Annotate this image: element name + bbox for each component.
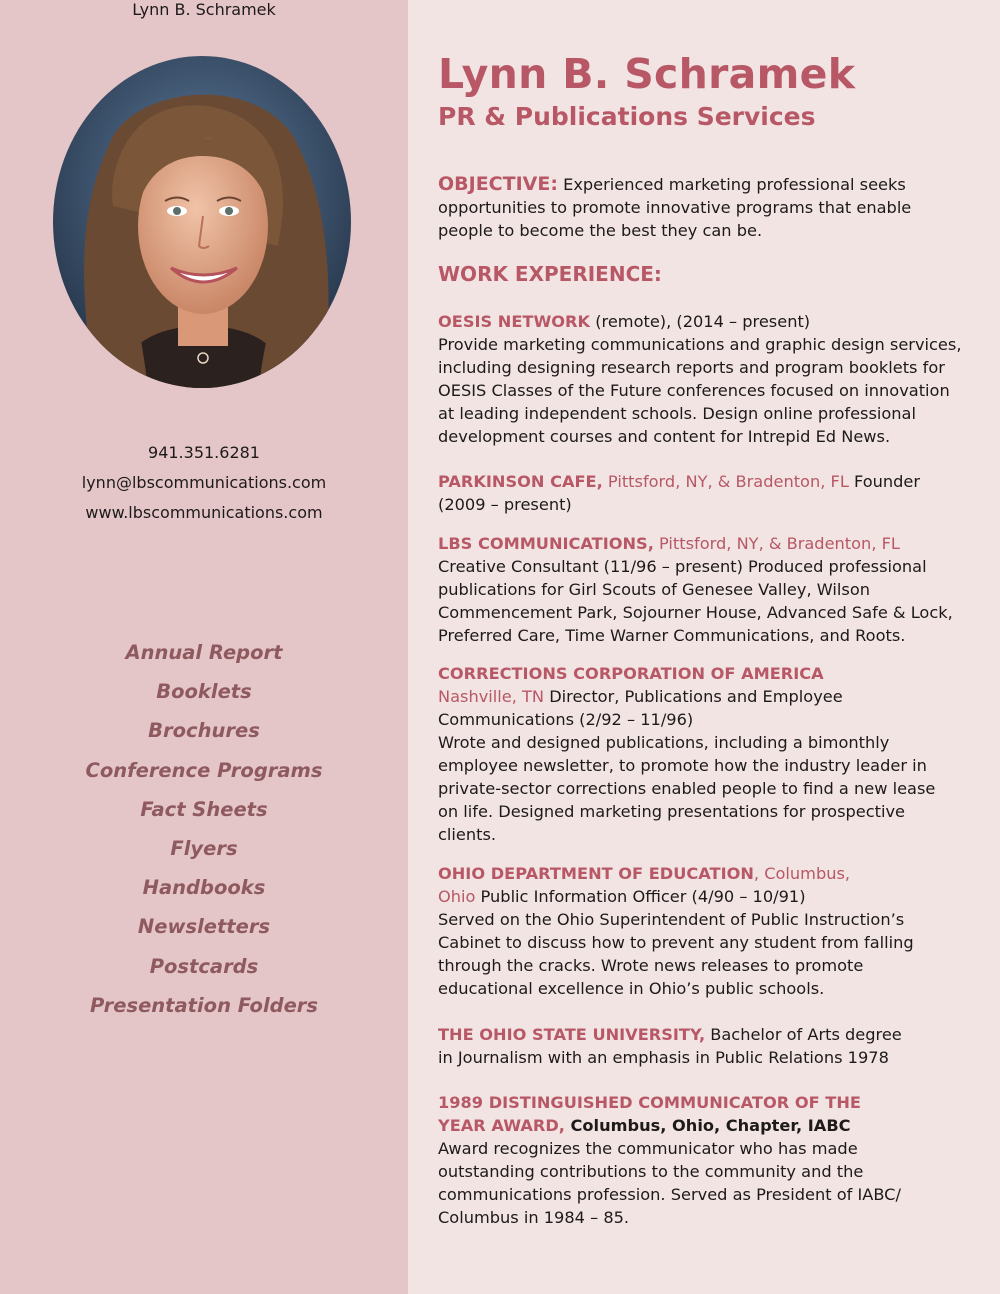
services-list	[0, 636, 408, 1028]
job-line: private-sector corrections enabled people to find a new lease	[438, 779, 936, 798]
education-osu	[438, 1023, 958, 1069]
job-cca	[438, 662, 958, 846]
award-line: communications profession. Served as President of IABC/	[438, 1185, 901, 1204]
contact-name: Lynn B. Schramek	[132, 0, 276, 19]
job-role: Public Information Officer (4/90 – 10/91)	[475, 887, 806, 906]
job-line: employee newsletter, to promote how the industry leader in	[438, 756, 927, 775]
service-item: Postcards	[149, 954, 259, 978]
education-org: THE OHIO STATE UNIVERSITY,	[438, 1025, 706, 1044]
job-line: Cabinet to discuss how to prevent any student from falling	[438, 933, 914, 952]
award-title: YEAR AWARD,	[438, 1116, 565, 1135]
job-location: Nashville, TN	[438, 687, 545, 706]
job-org: LBS COMMUNICATIONS,	[438, 534, 654, 553]
objective-label: OBJECTIVE:	[438, 173, 558, 195]
job-line: OESIS Classes of the Future conferences focused on innovation	[438, 381, 950, 400]
award-title: 1989 DISTINGUISHED COMMUNICATOR OF THE	[438, 1093, 861, 1112]
job-location: Pittsford, NY, & Bradenton, FL	[653, 534, 900, 553]
service-item: Flyers	[170, 836, 238, 860]
job-line: Preferred Care, Time Warner Communications, and Roots.	[438, 626, 906, 645]
contact-email[interactable]: lynn@lbscommunications.com	[81, 473, 327, 492]
contact-phone[interactable]: 941.351.6281	[148, 443, 260, 462]
service-item: Newsletters	[137, 915, 271, 939]
job-line: Creative Consultant (11/96 – present) Produced professional	[438, 557, 927, 576]
job-location: , Columbus,	[753, 864, 851, 883]
job-line: on life. Designed marketing presentations for prospective	[438, 802, 906, 821]
page-title: Lynn B. Schramek	[438, 50, 856, 98]
job-location: Ohio	[438, 887, 476, 906]
job-line: at leading independent schools. Design online professional	[438, 404, 916, 423]
work-experience-heading: WORK EXPERIENCE:	[438, 262, 662, 286]
job-parkinson	[438, 470, 958, 516]
objective-line: opportunities to promote innovative programs that enable	[438, 198, 912, 217]
award-line: Columbus in 1984 – 85.	[438, 1208, 630, 1227]
education-line: in Journalism with an emphasis in Public Relations 1978	[438, 1048, 889, 1067]
page-subtitle: PR & Publications Services	[438, 102, 816, 131]
job-line: Wrote and designed publications, including a bimonthly	[438, 733, 890, 752]
job-org: CORRECTIONS CORPORATION OF AMERICA	[438, 664, 824, 683]
service-item: Fact Sheets	[140, 797, 268, 821]
education-degree: Bachelor of Arts degree	[705, 1025, 902, 1044]
award	[438, 1091, 958, 1229]
job-meta: (remote), (2014 – present)	[590, 312, 811, 331]
contact-website[interactable]: www.lbscommunications.com	[85, 503, 323, 522]
job-dates: (2009 – present)	[438, 495, 572, 514]
job-line: clients.	[438, 825, 497, 844]
service-item: Booklets	[156, 680, 252, 704]
job-location: Pittsford, NY, & Bradenton, FL	[602, 472, 849, 491]
service-item: Brochures	[148, 719, 260, 743]
job-line: development courses and content for Intrepid Ed News.	[438, 427, 891, 446]
job-org: OESIS NETWORK	[438, 312, 591, 331]
service-item: Presentation Folders	[89, 993, 319, 1017]
sidebar	[0, 0, 408, 1294]
job-line: educational excellence in Ohio’s public schools.	[438, 979, 825, 998]
service-item: Annual Report	[125, 641, 283, 664]
objective-section	[438, 173, 958, 242]
job-lbs	[438, 532, 958, 647]
job-line: Served on the Ohio Superintendent of Public Instruction’s	[438, 910, 905, 929]
job-role: Director, Publications and Employee	[544, 687, 843, 706]
job-org: PARKINSON CAFE,	[438, 472, 603, 491]
award-line: Award recognizes the communicator who has made	[438, 1139, 858, 1158]
job-line: Provide marketing communications and graphic design services,	[438, 335, 962, 354]
objective-line: Experienced marketing professional seeks	[563, 175, 906, 194]
job-ohio-education	[438, 862, 958, 1000]
job-role: Founder	[848, 472, 921, 491]
service-item: Conference Programs	[85, 758, 323, 782]
job-org: OHIO DEPARTMENT OF EDUCATION	[438, 864, 754, 883]
job-line: publications for Girl Scouts of Genesee Valley, Wilson	[438, 580, 870, 599]
service-item: Handbooks	[142, 876, 266, 900]
job-line: Commencement Park, Sojourner House, Advanced Safe & Lock,	[438, 603, 953, 622]
job-line: through the cracks. Wrote news releases to promote	[438, 956, 864, 975]
job-line: including designing research reports and program booklets for	[438, 358, 945, 377]
job-line: Communications (2/92 – 11/96)	[438, 710, 694, 729]
award-line: outstanding contributions to the community and the	[438, 1162, 864, 1181]
job-oesis	[438, 310, 962, 448]
portrait-photo	[53, 56, 351, 388]
objective-line: people to become the best they can be.	[438, 221, 763, 240]
award-chapter: Columbus, Ohio, Chapter, IABC	[564, 1116, 851, 1135]
